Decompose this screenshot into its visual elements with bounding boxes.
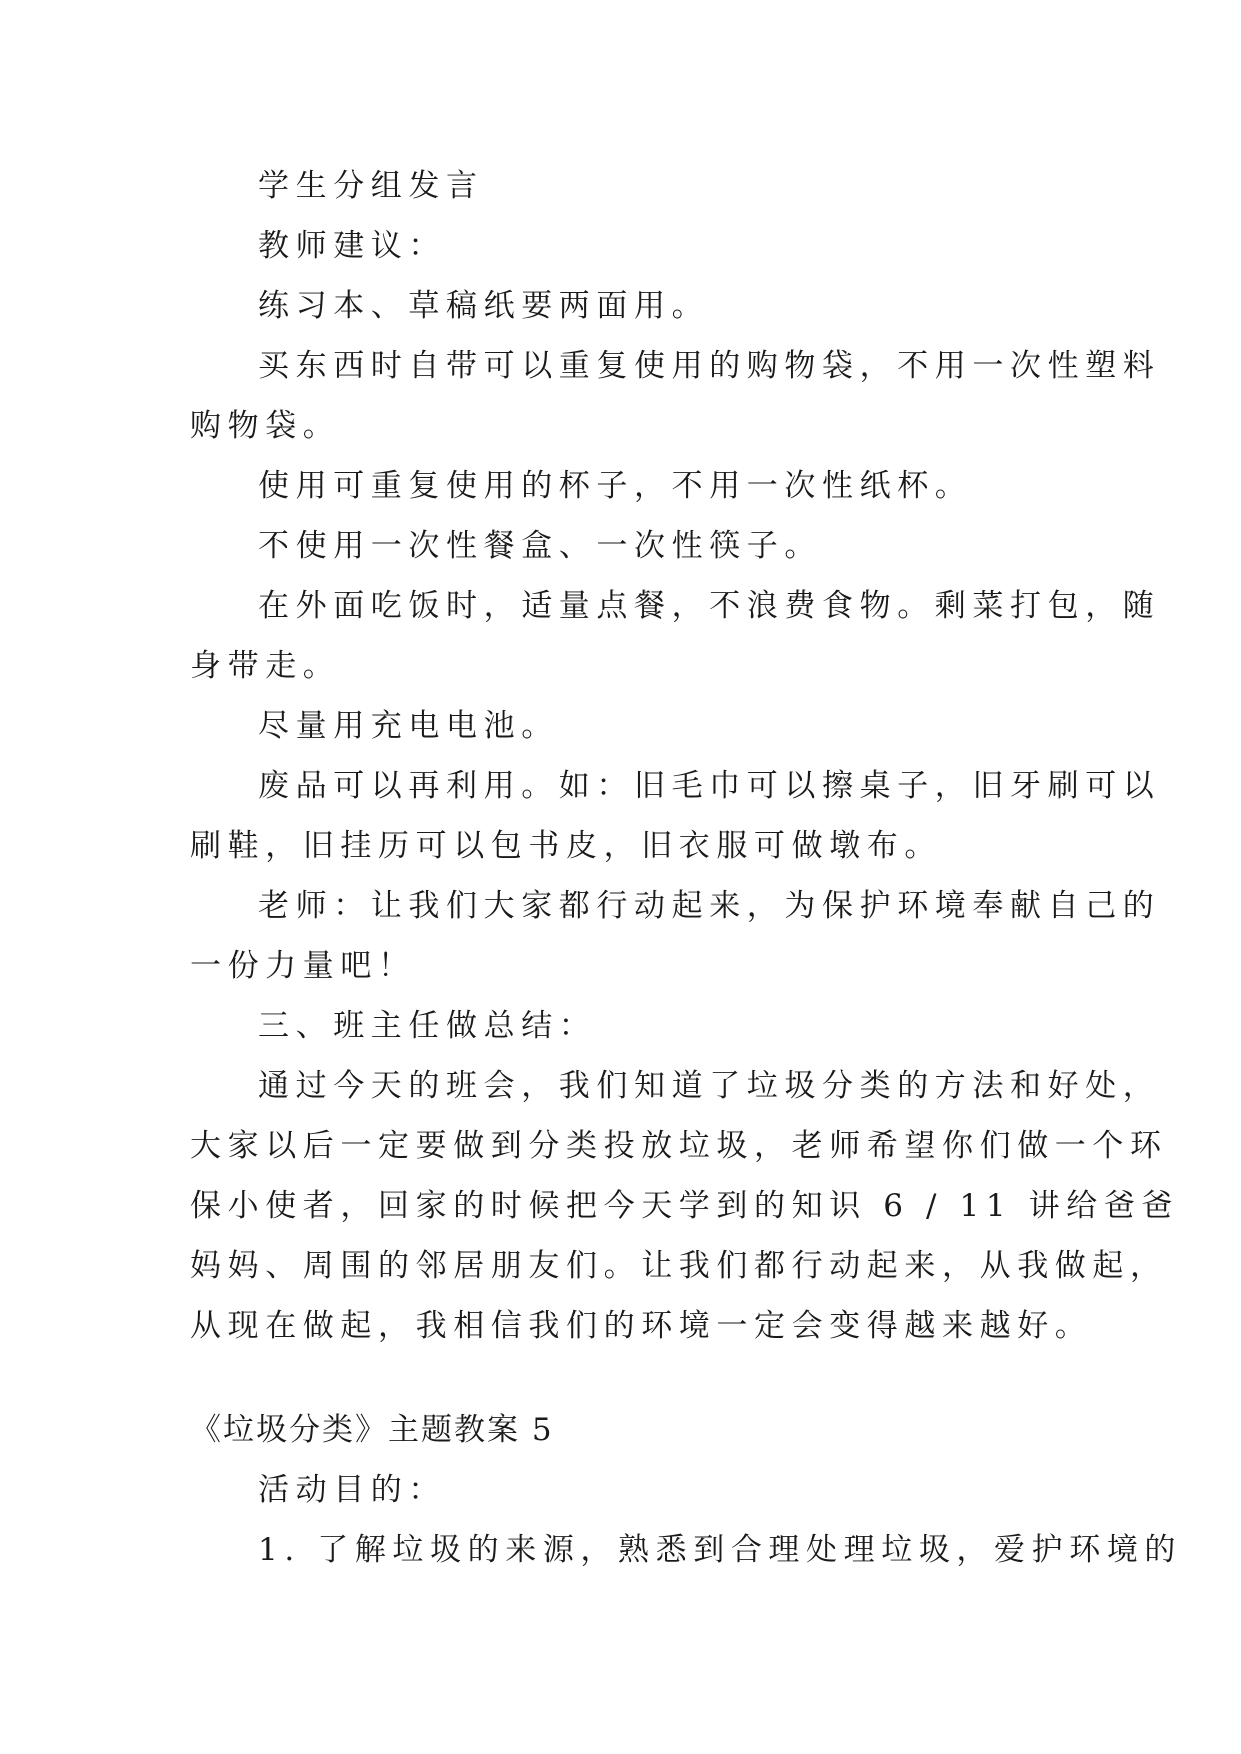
paragraph-line: 尽量用充电电池。 <box>258 708 559 744</box>
paragraph-line: 妈妈、周围的邻居朋友们。让我们都行动起来，从我做起， <box>190 1248 1168 1284</box>
paragraph-line: 刷鞋，旧挂历可以包书皮，旧衣服可做墩布。 <box>190 828 942 864</box>
paragraph-line: 从现在做起，我相信我们的环境一定会变得越来越好。 <box>190 1308 1093 1344</box>
paragraph-line: 废品可以再利用。如：旧毛巾可以擦桌子，旧牙刷可以 <box>258 768 1161 804</box>
paragraph-line: 保小使者，回家的时候把今天学到的知识 6 / 11 讲给爸爸 <box>190 1188 1180 1224</box>
section-heading-line: 三、班主任做总结： <box>258 1008 597 1044</box>
lesson-plan-title: 《垃圾分类》主题教案 5 <box>190 1412 554 1448</box>
paragraph-line: 使用可重复使用的杯子，不用一次性纸杯。 <box>258 468 973 504</box>
paragraph-line: 1. 了解垃圾的来源，熟悉到合理处理垃圾，爱护环境的 <box>258 1532 1183 1568</box>
paragraph-line: 活动目的： <box>258 1472 446 1508</box>
paragraph-line: 一份力量吧！ <box>190 948 416 984</box>
paragraph-line: 身带走。 <box>190 648 341 684</box>
paragraph-line: 练习本、草稿纸要两面用。 <box>258 288 710 324</box>
paragraph-line: 大家以后一定要做到分类投放垃圾，老师希望你们做一个环 <box>190 1128 1168 1164</box>
paragraph-line: 购物袋。 <box>190 408 341 444</box>
paragraph-line: 买东西时自带可以重复使用的购物袋，不用一次性塑料 <box>258 348 1161 384</box>
paragraph-line: 老师：让我们大家都行动起来，为保护环境奉献自己的 <box>258 888 1161 924</box>
paragraph-line: 教师建议： <box>258 228 446 264</box>
paragraph-line: 学生分组发言 <box>258 168 484 204</box>
paragraph-line: 通过今天的班会，我们知道了垃圾分类的方法和好处， <box>258 1068 1161 1104</box>
paragraph-line: 在外面吃饭时，适量点餐，不浪费食物。剩菜打包，随 <box>258 588 1161 624</box>
paragraph-line: 不使用一次性餐盒、一次性筷子。 <box>258 528 822 564</box>
